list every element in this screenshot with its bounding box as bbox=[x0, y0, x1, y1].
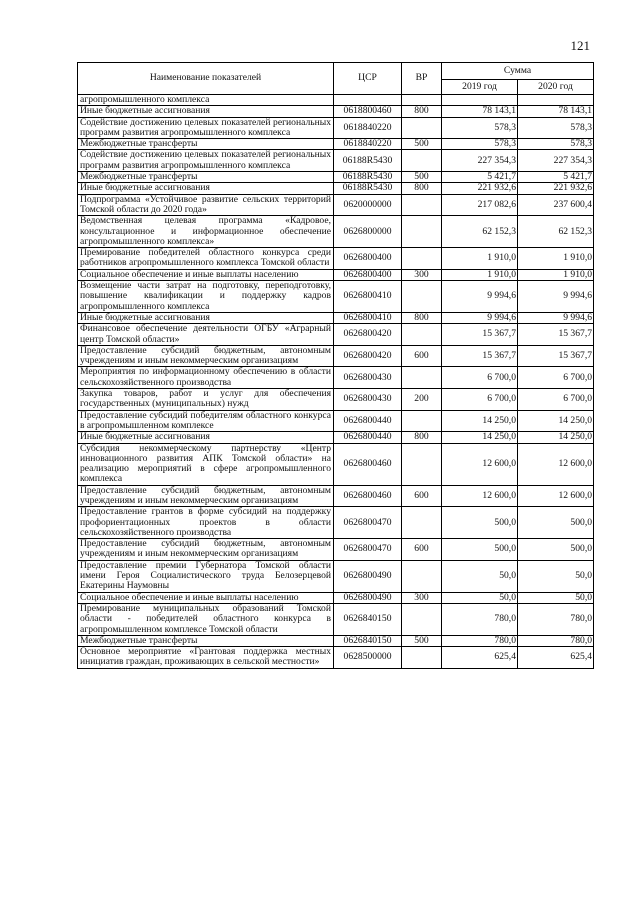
table-body bbox=[78, 95, 594, 669]
row-name: Иные бюджетные ассигнования bbox=[78, 183, 334, 194]
row-csr: 0628500000 bbox=[334, 647, 402, 669]
row-sum-2020: 14 250,0 bbox=[518, 410, 594, 432]
row-csr: 0626800430 bbox=[334, 367, 402, 389]
row-sum-2019: 14 250,0 bbox=[442, 410, 518, 432]
row-name: Социальное обеспечение и иные выплаты населению bbox=[78, 592, 334, 603]
table-row bbox=[78, 410, 594, 432]
table-row bbox=[78, 216, 594, 248]
row-name: Мероприятия по информационному обеспечению в области сельскохозяйственного производства bbox=[78, 367, 334, 389]
table-row bbox=[78, 95, 594, 106]
row-vr bbox=[402, 117, 442, 139]
row-csr: 0626800420 bbox=[334, 345, 402, 367]
row-csr: 0626800470 bbox=[334, 539, 402, 561]
header-year-2019: 2019 год bbox=[442, 80, 518, 95]
row-sum-2020: 9 994,6 bbox=[518, 281, 594, 313]
row-sum-2019: 6 700,0 bbox=[442, 389, 518, 411]
table-row bbox=[78, 592, 594, 603]
row-name: Социальное обеспечение и иные выплаты населению bbox=[78, 269, 334, 280]
row-sum-2020: 12 600,0 bbox=[518, 485, 594, 507]
row-csr: 0618840220 bbox=[334, 139, 402, 150]
row-sum-2020: 625,4 bbox=[518, 647, 594, 669]
row-sum-2020: 500,0 bbox=[518, 507, 594, 539]
row-name: Содействие достижению целевых показателей региональных программ развития агропромышленного комплекса bbox=[78, 117, 334, 139]
row-sum-2020: 1 910,0 bbox=[518, 248, 594, 270]
row-name: Ведомственная целевая программа «Кадровое, консультационное и информационное обеспечение агропромышленного комплекса» bbox=[78, 216, 334, 248]
row-csr: 0626800430 bbox=[334, 389, 402, 411]
table-row bbox=[78, 183, 594, 194]
row-sum-2020: 15 367,7 bbox=[518, 324, 594, 346]
row-sum-2019: 14 250,0 bbox=[442, 432, 518, 443]
row-name: Содействие достижению целевых показателей региональных программ развития агропромышленного комплекса bbox=[78, 150, 334, 172]
row-name: Предоставление субсидий бюджетным, автономным учреждениям и иным некоммерческим организациям bbox=[78, 345, 334, 367]
row-csr: 0626800460 bbox=[334, 443, 402, 485]
row-sum-2019: 500,0 bbox=[442, 539, 518, 561]
row-sum-2019: 6 700,0 bbox=[442, 367, 518, 389]
table-row bbox=[78, 248, 594, 270]
row-name: Основное мероприятие «Грантовая поддержка местных инициатив граждан, проживающих в сельской местности» bbox=[78, 647, 334, 669]
row-sum-2019: 1 910,0 bbox=[442, 269, 518, 280]
row-vr: 300 bbox=[402, 269, 442, 280]
row-name: Возмещение части затрат на подготовку, переподготовку, повышение квалификации и поддержку кадров агропромышленного комплекса bbox=[78, 281, 334, 313]
row-vr bbox=[402, 150, 442, 172]
row-sum-2020: 9 994,6 bbox=[518, 312, 594, 323]
row-sum-2019: 578,3 bbox=[442, 117, 518, 139]
budget-table bbox=[77, 62, 594, 669]
row-csr: 0626840150 bbox=[334, 635, 402, 646]
row-name: Предоставление премии Губернатора Томской области имени Героя Социалистического труда Белозерцевой Екатерины Наумовны bbox=[78, 560, 334, 592]
row-csr: 0626840150 bbox=[334, 603, 402, 635]
row-name: Предоставление субсидий бюджетным, автономным учреждениям и иным некоммерческим организациям bbox=[78, 539, 334, 561]
row-sum-2019: 780,0 bbox=[442, 635, 518, 646]
header-name: Наименование показателей bbox=[78, 63, 334, 95]
table-row bbox=[78, 485, 594, 507]
row-vr bbox=[402, 216, 442, 248]
row-csr: 0626800000 bbox=[334, 216, 402, 248]
row-sum-2019: 9 994,6 bbox=[442, 281, 518, 313]
row-sum-2019: 1 910,0 bbox=[442, 248, 518, 270]
row-sum-2020: 15 367,7 bbox=[518, 345, 594, 367]
row-vr: 600 bbox=[402, 485, 442, 507]
row-vr bbox=[402, 95, 442, 106]
row-vr: 500 bbox=[402, 172, 442, 183]
row-vr bbox=[402, 324, 442, 346]
row-name: Премирование победителей областного конкурса среди работников агропромышленного комплекса Томской области bbox=[78, 248, 334, 270]
table-row bbox=[78, 367, 594, 389]
header-year-2020: 2020 год bbox=[518, 80, 594, 95]
row-sum-2019: 78 143,1 bbox=[442, 106, 518, 117]
row-sum-2019: 50,0 bbox=[442, 560, 518, 592]
row-sum-2020: 12 600,0 bbox=[518, 443, 594, 485]
row-csr bbox=[334, 95, 402, 106]
row-name: Предоставление субсидий бюджетным, автономным учреждениям и иным некоммерческим организациям bbox=[78, 485, 334, 507]
row-sum-2019: 12 600,0 bbox=[442, 443, 518, 485]
row-csr: 0626800470 bbox=[334, 507, 402, 539]
table-row bbox=[78, 443, 594, 485]
row-sum-2020: 5 421,7 bbox=[518, 172, 594, 183]
table-row bbox=[78, 194, 594, 216]
table-row bbox=[78, 172, 594, 183]
table-row bbox=[78, 312, 594, 323]
table-row bbox=[78, 269, 594, 280]
row-vr bbox=[402, 367, 442, 389]
row-sum-2019: 62 152,3 bbox=[442, 216, 518, 248]
row-sum-2020: 14 250,0 bbox=[518, 432, 594, 443]
header-csr: ЦСР bbox=[334, 63, 402, 95]
row-csr: 0626800420 bbox=[334, 324, 402, 346]
row-vr: 600 bbox=[402, 539, 442, 561]
row-vr: 300 bbox=[402, 592, 442, 603]
row-vr bbox=[402, 248, 442, 270]
row-sum-2020: 227 354,3 bbox=[518, 150, 594, 172]
row-sum-2019: 625,4 bbox=[442, 647, 518, 669]
row-csr: 0626800400 bbox=[334, 248, 402, 270]
row-name: Субсидия некоммерческому партнерству «Центр инновационного развития АПК Томской области» на реализацию мероприятий в сфере агропромышленного комплекса bbox=[78, 443, 334, 485]
row-vr: 200 bbox=[402, 389, 442, 411]
table-row bbox=[78, 432, 594, 443]
row-sum-2020: 221 932,6 bbox=[518, 183, 594, 194]
row-csr: 0626800410 bbox=[334, 312, 402, 323]
row-sum-2019: 578,3 bbox=[442, 139, 518, 150]
row-csr: 0626800460 bbox=[334, 485, 402, 507]
row-csr: 0618840220 bbox=[334, 117, 402, 139]
row-sum-2020: 1 910,0 bbox=[518, 269, 594, 280]
row-name: Межбюджетные трансферты bbox=[78, 635, 334, 646]
row-sum-2020: 6 700,0 bbox=[518, 389, 594, 411]
row-sum-2019: 15 367,7 bbox=[442, 345, 518, 367]
row-vr: 800 bbox=[402, 183, 442, 194]
row-csr: 0626800400 bbox=[334, 269, 402, 280]
row-vr bbox=[402, 507, 442, 539]
row-sum-2020: 50,0 bbox=[518, 592, 594, 603]
row-csr: 0626800410 bbox=[334, 281, 402, 313]
row-vr: 800 bbox=[402, 432, 442, 443]
row-sum-2019: 50,0 bbox=[442, 592, 518, 603]
row-sum-2019: 221 932,6 bbox=[442, 183, 518, 194]
row-sum-2020: 237 600,4 bbox=[518, 194, 594, 216]
row-csr: 0626800490 bbox=[334, 560, 402, 592]
row-name: Премирование муниципальных образований Томской области - победителей областного конкурса в агропромышленном комплексе Томской области bbox=[78, 603, 334, 635]
row-vr bbox=[402, 443, 442, 485]
row-name: Межбюджетные трансферты bbox=[78, 139, 334, 150]
row-sum-2020: 578,3 bbox=[518, 139, 594, 150]
row-csr: 0626800440 bbox=[334, 432, 402, 443]
row-csr: 0626800490 bbox=[334, 592, 402, 603]
row-sum-2019: 15 367,7 bbox=[442, 324, 518, 346]
row-vr: 500 bbox=[402, 139, 442, 150]
table-row bbox=[78, 603, 594, 635]
row-vr bbox=[402, 647, 442, 669]
table-row bbox=[78, 150, 594, 172]
table-row bbox=[78, 539, 594, 561]
row-vr bbox=[402, 603, 442, 635]
row-vr: 800 bbox=[402, 106, 442, 117]
row-sum-2020: 50,0 bbox=[518, 560, 594, 592]
row-sum-2020: 62 152,3 bbox=[518, 216, 594, 248]
row-name: Финансовое обеспечение деятельности ОГБУ «Аграрный центр Томской области» bbox=[78, 324, 334, 346]
row-sum-2019: 780,0 bbox=[442, 603, 518, 635]
table-row bbox=[78, 560, 594, 592]
row-csr: 06188R5430 bbox=[334, 172, 402, 183]
row-csr: 06188R5430 bbox=[334, 183, 402, 194]
row-sum-2020: 780,0 bbox=[518, 635, 594, 646]
row-sum-2020: 78 143,1 bbox=[518, 106, 594, 117]
row-vr: 600 bbox=[402, 345, 442, 367]
row-sum-2020: 500,0 bbox=[518, 539, 594, 561]
row-sum-2019: 217 082,6 bbox=[442, 194, 518, 216]
row-name: Предоставление субсидий победителям областного конкурса в агропромышленном комплексе bbox=[78, 410, 334, 432]
row-sum-2019: 9 994,6 bbox=[442, 312, 518, 323]
row-sum-2019: 12 600,0 bbox=[442, 485, 518, 507]
row-csr: 06188R5430 bbox=[334, 150, 402, 172]
table-row bbox=[78, 106, 594, 117]
row-vr: 800 bbox=[402, 312, 442, 323]
row-csr: 0620000000 bbox=[334, 194, 402, 216]
row-name: Закупка товаров, работ и услуг для обеспечения государственных (муниципальных) нужд bbox=[78, 389, 334, 411]
row-sum-2019 bbox=[442, 95, 518, 106]
row-sum-2020: 578,3 bbox=[518, 117, 594, 139]
row-name: Иные бюджетные ассигнования bbox=[78, 106, 334, 117]
row-sum-2019: 500,0 bbox=[442, 507, 518, 539]
table-row bbox=[78, 324, 594, 346]
header-vr: ВР bbox=[402, 63, 442, 95]
row-vr bbox=[402, 194, 442, 216]
row-name: Иные бюджетные ассигнования bbox=[78, 432, 334, 443]
table-row bbox=[78, 117, 594, 139]
table-row bbox=[78, 389, 594, 411]
table-row bbox=[78, 281, 594, 313]
header-sum: Сумма bbox=[442, 63, 594, 80]
row-sum-2020: 780,0 bbox=[518, 603, 594, 635]
table-row bbox=[78, 635, 594, 646]
row-sum-2019: 227 354,3 bbox=[442, 150, 518, 172]
row-name: агропромышленного комплекса bbox=[78, 95, 334, 106]
row-sum-2019: 5 421,7 bbox=[442, 172, 518, 183]
row-csr: 0618800460 bbox=[334, 106, 402, 117]
row-name: Предоставление грантов в форме субсидий на поддержку профориентационных проектов в области сельскохозяйственного производства bbox=[78, 507, 334, 539]
page-number: 121 bbox=[570, 38, 590, 53]
table-row bbox=[78, 139, 594, 150]
row-name: Межбюджетные трансферты bbox=[78, 172, 334, 183]
row-vr bbox=[402, 281, 442, 313]
row-name: Подпрограмма «Устойчивое развитие сельских территорий Томской области до 2020 года» bbox=[78, 194, 334, 216]
row-name: Иные бюджетные ассигнования bbox=[78, 312, 334, 323]
row-vr bbox=[402, 410, 442, 432]
table-row bbox=[78, 507, 594, 539]
table-row bbox=[78, 345, 594, 367]
row-sum-2020 bbox=[518, 95, 594, 106]
row-vr: 500 bbox=[402, 635, 442, 646]
row-vr bbox=[402, 560, 442, 592]
row-sum-2020: 6 700,0 bbox=[518, 367, 594, 389]
table-row bbox=[78, 647, 594, 669]
row-csr: 0626800440 bbox=[334, 410, 402, 432]
